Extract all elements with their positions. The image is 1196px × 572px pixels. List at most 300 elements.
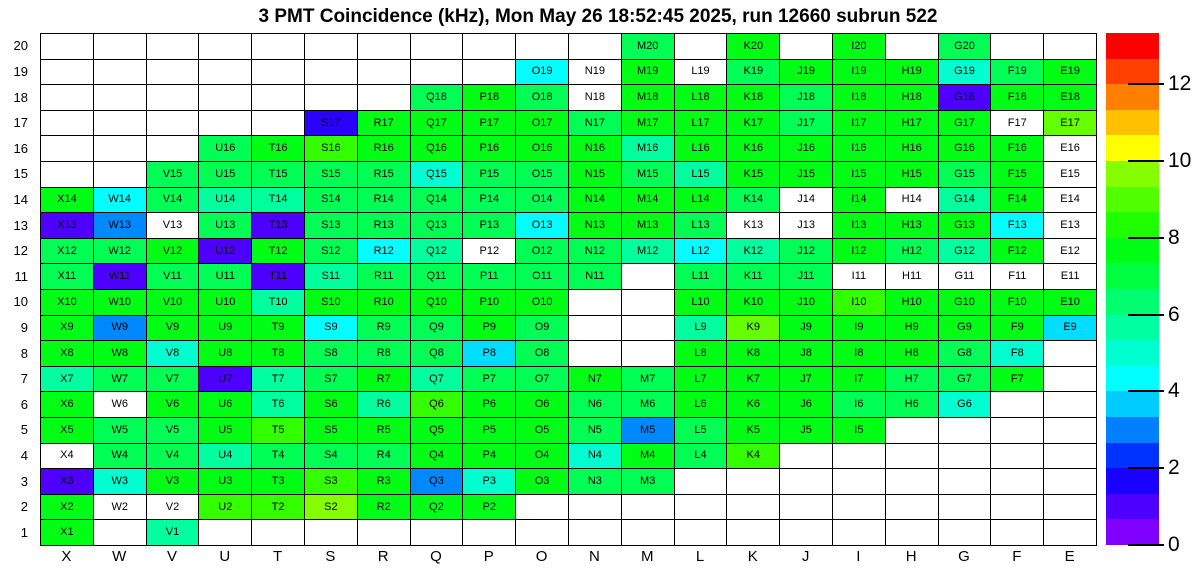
heatmap-cell [305, 392, 358, 418]
heatmap-cell [622, 341, 675, 367]
x-axis-label: U [219, 548, 231, 565]
heatmap-cell-label: I14 [851, 193, 867, 206]
heatmap-cell [1044, 188, 1097, 214]
heatmap-cell [939, 469, 992, 495]
heatmap-cell [199, 60, 252, 86]
heatmap-cell [199, 162, 252, 188]
heatmap-cell [358, 341, 411, 367]
heatmap-cell [886, 188, 939, 214]
heatmap-cell [516, 34, 569, 60]
heatmap-cell [41, 290, 94, 316]
x-axis-label: F [1012, 548, 1022, 565]
heatmap-cell-label: S7 [324, 372, 338, 385]
heatmap-cell [780, 290, 833, 316]
heatmap-cell [833, 111, 886, 137]
y-axis-label: 14 [13, 191, 28, 207]
heatmap-cell [252, 392, 305, 418]
heatmap-cell-label: V4 [165, 449, 180, 462]
heatmap-cell [569, 444, 622, 470]
heatmap-cell [516, 495, 569, 521]
heatmap-cell-label: Q4 [429, 449, 444, 462]
heatmap-cell-label: I17 [851, 116, 867, 129]
heatmap-cell [516, 469, 569, 495]
heatmap-cell-label: M7 [640, 372, 656, 385]
heatmap-cell [411, 239, 464, 265]
heatmap-cell [199, 469, 252, 495]
heatmap-cell-label: M16 [636, 142, 659, 155]
heatmap-cell-label: M12 [636, 244, 659, 257]
heatmap-cell-label: V11 [163, 270, 182, 283]
heatmap-cell-label: G10 [954, 295, 975, 308]
heatmap-cell-label: S3 [324, 474, 338, 487]
heatmap-cell [147, 495, 200, 521]
heatmap-cell-label: N6 [587, 398, 602, 411]
heatmap-cell [199, 34, 252, 60]
heatmap-cell [41, 239, 94, 265]
heatmap-cell [991, 392, 1044, 418]
heatmap-cell [727, 392, 780, 418]
y-axis-label: 11 [14, 268, 28, 284]
heatmap-cell [727, 264, 780, 290]
heatmap-cell-label: E14 [1060, 193, 1080, 206]
heatmap-cell-label: G8 [957, 346, 972, 359]
heatmap-cell [516, 60, 569, 86]
heatmap-cell-label: J12 [797, 244, 815, 257]
heatmap-cell [833, 341, 886, 367]
heatmap-cell [411, 495, 464, 521]
heatmap-cell [463, 367, 516, 393]
heatmap-cell [41, 495, 94, 521]
heatmap-cell-label: E10 [1060, 295, 1080, 308]
heatmap-cell-label: N19 [584, 65, 605, 78]
heatmap-cell [622, 85, 675, 111]
heatmap-cell [147, 213, 200, 239]
heatmap-cell [199, 444, 252, 470]
heatmap-cell-label: R3 [376, 474, 391, 487]
heatmap-cell-label: P17 [479, 116, 500, 129]
heatmap-cell-label: P16 [479, 142, 500, 155]
heatmap-cell-label: I6 [854, 398, 864, 411]
heatmap-cell [411, 111, 464, 137]
heatmap-cell-label: R11 [374, 270, 394, 283]
heatmap-cell [516, 418, 569, 444]
heatmap-cell-label: U14 [215, 193, 236, 206]
heatmap-cell [886, 213, 939, 239]
heatmap-cell [199, 85, 252, 111]
heatmap-cell-label: W12 [108, 244, 131, 257]
heatmap-cell [675, 316, 728, 342]
heatmap-cell [939, 60, 992, 86]
heatmap-cell-label: H10 [901, 295, 922, 308]
heatmap-cell [1044, 444, 1097, 470]
heatmap-cell [675, 162, 728, 188]
heatmap-cell [991, 136, 1044, 162]
y-axis [0, 33, 34, 545]
heatmap-cell [939, 392, 992, 418]
heatmap-cell [41, 60, 94, 86]
heatmap-cell [147, 316, 200, 342]
heatmap-cell [622, 367, 675, 393]
heatmap-cell [727, 239, 780, 265]
heatmap-cell-label: I12 [851, 244, 867, 257]
heatmap-cell-label: S4 [324, 449, 338, 462]
heatmap-cell-label: G18 [954, 90, 975, 103]
heatmap-cell-label: N7 [587, 372, 602, 385]
heatmap-cell-label: I7 [854, 372, 864, 385]
heatmap-cell [675, 60, 728, 86]
heatmap-cell [939, 239, 992, 265]
heatmap-cell-label: U15 [215, 167, 236, 180]
heatmap-cell-label: J6 [800, 398, 812, 411]
heatmap-cell-label: T16 [268, 142, 288, 155]
heatmap-cell-label: G7 [957, 372, 972, 385]
x-axis-label: I [856, 548, 861, 565]
heatmap-cell [939, 264, 992, 290]
heatmap-cell [780, 392, 833, 418]
heatmap-cell [780, 239, 833, 265]
heatmap-cell [780, 34, 833, 60]
heatmap-cell-label: X12 [57, 244, 77, 257]
heatmap-cell [252, 111, 305, 137]
heatmap-cell-label: H11 [902, 270, 922, 283]
heatmap-cell-label: V13 [162, 218, 183, 231]
heatmap-cell [252, 239, 305, 265]
heatmap-cell-label: T10 [268, 295, 288, 308]
heatmap-cell-label: J9 [800, 321, 812, 334]
heatmap-cell [675, 111, 728, 137]
heatmap-cell [94, 136, 147, 162]
heatmap-cell [1044, 136, 1097, 162]
heatmap-cell [147, 469, 200, 495]
heatmap-cell-label: U4 [218, 449, 233, 462]
heatmap-cell [147, 290, 200, 316]
heatmap-cell-label: S9 [324, 321, 338, 334]
heatmap-cell [727, 162, 780, 188]
heatmap-cell [41, 469, 94, 495]
heatmap-cell-label: K14 [743, 193, 764, 206]
heatmap-cell-label: X8 [60, 346, 74, 359]
heatmap-cell-label: I8 [854, 346, 864, 359]
heatmap-cell [252, 367, 305, 393]
heatmap-cell-label: N4 [587, 449, 602, 462]
heatmap-cell-label: N14 [584, 193, 605, 206]
heatmap-cell-label: M4 [640, 449, 656, 462]
heatmap-cell [991, 239, 1044, 265]
heatmap-cell-label: X10 [57, 295, 77, 308]
heatmap-cell-label: O19 [531, 65, 553, 78]
y-axis-label: 17 [13, 115, 28, 131]
heatmap-cell-label: W7 [111, 372, 128, 385]
heatmap-cell-label: H16 [901, 142, 922, 155]
heatmap-cell [569, 418, 622, 444]
heatmap-cell [147, 341, 200, 367]
heatmap-cell [94, 34, 147, 60]
heatmap-cell-label: O8 [534, 346, 550, 359]
heatmap-cell-label: U7 [218, 372, 233, 385]
heatmap-cell-label: M6 [640, 398, 656, 411]
heatmap-cell-label: S10 [321, 295, 341, 308]
heatmap-cell-label: I11 [851, 270, 867, 283]
heatmap-cell-label: F16 [1007, 142, 1027, 155]
heatmap-cell [569, 264, 622, 290]
heatmap-cell-label: X6 [60, 398, 74, 411]
heatmap-cell [569, 85, 622, 111]
heatmap-cell [199, 239, 252, 265]
heatmap-cell [833, 34, 886, 60]
y-axis-label: 5 [20, 422, 28, 438]
heatmap-cell [675, 392, 728, 418]
heatmap-cell [1044, 341, 1097, 367]
heatmap-cell [780, 213, 833, 239]
heatmap-cell-label: L17 [691, 116, 710, 129]
heatmap-cell [780, 316, 833, 342]
heatmap-cell-label: W11 [108, 270, 131, 283]
heatmap-cell [939, 213, 992, 239]
heatmap-cell [939, 316, 992, 342]
colorbar-band [1106, 84, 1159, 110]
heatmap-cell [886, 162, 939, 188]
heatmap-cell-label: F9 [1010, 321, 1024, 334]
heatmap-cell [833, 290, 886, 316]
heatmap-cell [1044, 264, 1097, 290]
heatmap-cell-label: E18 [1060, 90, 1080, 103]
heatmap-cell [516, 136, 569, 162]
heatmap-cell [833, 367, 886, 393]
heatmap-cell-label: G12 [954, 244, 975, 257]
heatmap-grid [40, 33, 1097, 546]
heatmap-cell-label: E12 [1060, 244, 1080, 257]
heatmap-cell [675, 264, 728, 290]
heatmap-cell [516, 444, 569, 470]
heatmap-cell-label: L9 [694, 321, 707, 334]
chart-title: 3 PMT Coincidence (kHz), Mon May 26 18:52:45 2025, run 12660 subrun 522 [258, 6, 938, 27]
heatmap-cell [1044, 290, 1097, 316]
heatmap-cell-label: O13 [531, 218, 553, 231]
heatmap-cell [886, 60, 939, 86]
heatmap-cell [305, 290, 358, 316]
heatmap-cell-label: X2 [60, 500, 74, 513]
heatmap-cell-label: N12 [584, 244, 605, 257]
heatmap-cell [41, 188, 94, 214]
heatmap-cell-label: Q14 [426, 193, 447, 206]
heatmap-cell [358, 444, 411, 470]
heatmap-cell-label: S12 [321, 244, 341, 257]
heatmap-cell [147, 60, 200, 86]
heatmap-cell-label: K18 [743, 90, 764, 103]
heatmap-cell [516, 239, 569, 265]
heatmap-cell-label: V1 [165, 526, 180, 539]
heatmap-cell [305, 213, 358, 239]
x-axis-label: S [325, 548, 336, 565]
heatmap-cell [991, 520, 1044, 546]
heatmap-cell [252, 85, 305, 111]
heatmap-cell-label: P10 [479, 295, 500, 308]
heatmap-cell [622, 392, 675, 418]
heatmap-cell [727, 60, 780, 86]
heatmap-cell-label: P14 [479, 193, 500, 206]
heatmap-cell-label: J16 [797, 142, 815, 155]
heatmap-cell [1044, 367, 1097, 393]
heatmap-cell-label: Q13 [426, 218, 447, 231]
heatmap-cell [780, 367, 833, 393]
heatmap-cell-label: R14 [373, 193, 394, 206]
heatmap-cell-label: H17 [901, 116, 922, 129]
heatmap-cell-label: L12 [691, 244, 710, 257]
heatmap-cell [1044, 418, 1097, 444]
heatmap-cell [358, 239, 411, 265]
heatmap-cell [991, 367, 1044, 393]
heatmap-cell-label: H9 [904, 321, 919, 334]
heatmap-cell [94, 392, 147, 418]
heatmap-cell [622, 162, 675, 188]
heatmap-cell-label: M14 [636, 193, 659, 206]
colorbar-band [1106, 519, 1159, 545]
heatmap-cell [939, 34, 992, 60]
heatmap-cell-label: J15 [797, 167, 815, 180]
heatmap-cell-label: G11 [954, 270, 975, 283]
heatmap-cell [305, 341, 358, 367]
heatmap-cell-label: M13 [636, 218, 659, 231]
heatmap-cell-label: W5 [111, 423, 128, 436]
heatmap-cell-label: I19 [851, 65, 867, 78]
colorbar-tick-label: 4 [1168, 379, 1180, 403]
heatmap-cell [411, 444, 464, 470]
x-axis-label: G [958, 548, 970, 565]
heatmap-cell [833, 60, 886, 86]
heatmap-cell-label: P13 [479, 218, 500, 231]
heatmap-cell [305, 34, 358, 60]
y-axis-label: 12 [13, 243, 28, 259]
heatmap-cell-label: J10 [797, 295, 815, 308]
heatmap-cell-label: N13 [584, 218, 605, 231]
heatmap-cell-label: H8 [904, 346, 919, 359]
heatmap-cell [358, 316, 411, 342]
heatmap-cell-label: L4 [694, 449, 707, 462]
heatmap-cell-label: T6 [271, 398, 285, 411]
heatmap-cell-label: N18 [584, 90, 605, 103]
heatmap-cell [411, 136, 464, 162]
heatmap-cell-label: E11 [1060, 270, 1080, 283]
heatmap-cell [1044, 60, 1097, 86]
heatmap-cell [780, 85, 833, 111]
heatmap-cell-label: I10 [851, 295, 867, 308]
heatmap-cell [147, 444, 200, 470]
heatmap-cell [411, 341, 464, 367]
y-axis-label: 1 [20, 524, 28, 540]
heatmap-cell [463, 60, 516, 86]
heatmap-cell-label: V8 [165, 346, 180, 359]
heatmap-cell [305, 162, 358, 188]
x-axis-label: R [377, 548, 389, 565]
heatmap-cell-label: X1 [60, 526, 74, 539]
heatmap-cell-label: K10 [743, 295, 764, 308]
heatmap-cell-label: R17 [373, 116, 394, 129]
colorbar-band [1106, 366, 1159, 392]
heatmap-cell-label: M5 [640, 423, 656, 436]
heatmap-cell-label: G20 [954, 39, 975, 52]
heatmap-cell-label: X14 [57, 193, 77, 206]
heatmap-cell [516, 341, 569, 367]
heatmap-cell [939, 111, 992, 137]
heatmap-cell [358, 136, 411, 162]
heatmap-cell-label: V2 [165, 500, 180, 513]
heatmap-cell-label: R2 [376, 500, 391, 513]
heatmap-cell-label: J11 [797, 270, 815, 283]
heatmap-cell [147, 239, 200, 265]
heatmap-cell [675, 239, 728, 265]
heatmap-cell-label: L16 [691, 142, 710, 155]
heatmap-cell [41, 111, 94, 137]
heatmap-cell [727, 316, 780, 342]
heatmap-cell [516, 316, 569, 342]
y-axis-label: 4 [20, 447, 28, 463]
heatmap-cell-label: I16 [851, 142, 867, 155]
heatmap-cell-label: W9 [111, 321, 128, 334]
heatmap-cell [886, 495, 939, 521]
heatmap-cell [358, 34, 411, 60]
heatmap-cell-label: O14 [531, 193, 553, 206]
heatmap-cell [516, 392, 569, 418]
heatmap-cell [199, 213, 252, 239]
heatmap-cell-label: O16 [531, 142, 553, 155]
heatmap-cell [780, 469, 833, 495]
heatmap-cell-label: P2 [482, 500, 497, 513]
heatmap-cell-label: I5 [854, 423, 864, 436]
heatmap-cell [569, 162, 622, 188]
heatmap-cell [1044, 392, 1097, 418]
heatmap-cell-label: S16 [321, 142, 341, 155]
heatmap-cell-label: G9 [957, 321, 972, 334]
heatmap-cell-label: X5 [60, 423, 74, 436]
heatmap-cell [727, 520, 780, 546]
x-axis-label: P [483, 548, 494, 565]
heatmap-cell-label: L10 [691, 295, 710, 308]
heatmap-cell-label: F12 [1007, 244, 1027, 257]
heatmap-cell [94, 418, 147, 444]
heatmap-cell [569, 60, 622, 86]
heatmap-cell [147, 392, 200, 418]
heatmap-cell [622, 444, 675, 470]
heatmap-cell [991, 213, 1044, 239]
heatmap-cell [41, 418, 94, 444]
heatmap-cell [516, 188, 569, 214]
colorbar-band [1106, 110, 1159, 136]
heatmap-cell [727, 111, 780, 137]
heatmap-cell [94, 520, 147, 546]
heatmap-cell [569, 392, 622, 418]
heatmap-cell-label: H15 [901, 167, 922, 180]
heatmap-cell [727, 136, 780, 162]
heatmap-cell-label: I18 [851, 90, 867, 103]
heatmap-cell [358, 264, 411, 290]
heatmap-cell [833, 264, 886, 290]
heatmap-cell-label: L13 [691, 218, 710, 231]
heatmap-cell [252, 60, 305, 86]
heatmap-cell [252, 495, 305, 521]
heatmap-cell-label: X13 [57, 218, 77, 231]
heatmap-cell [622, 418, 675, 444]
heatmap-cell-label: U3 [218, 474, 233, 487]
x-axis-label: H [905, 548, 917, 565]
heatmap-cell [622, 34, 675, 60]
heatmap-cell-label: K13 [743, 218, 764, 231]
x-axis-label: L [695, 548, 705, 565]
heatmap-cell-label: J14 [797, 193, 815, 206]
heatmap-cell-label: U11 [215, 270, 235, 283]
heatmap-cell [41, 520, 94, 546]
x-axis-label: K [747, 548, 758, 565]
heatmap-cell-label: L7 [694, 372, 707, 385]
